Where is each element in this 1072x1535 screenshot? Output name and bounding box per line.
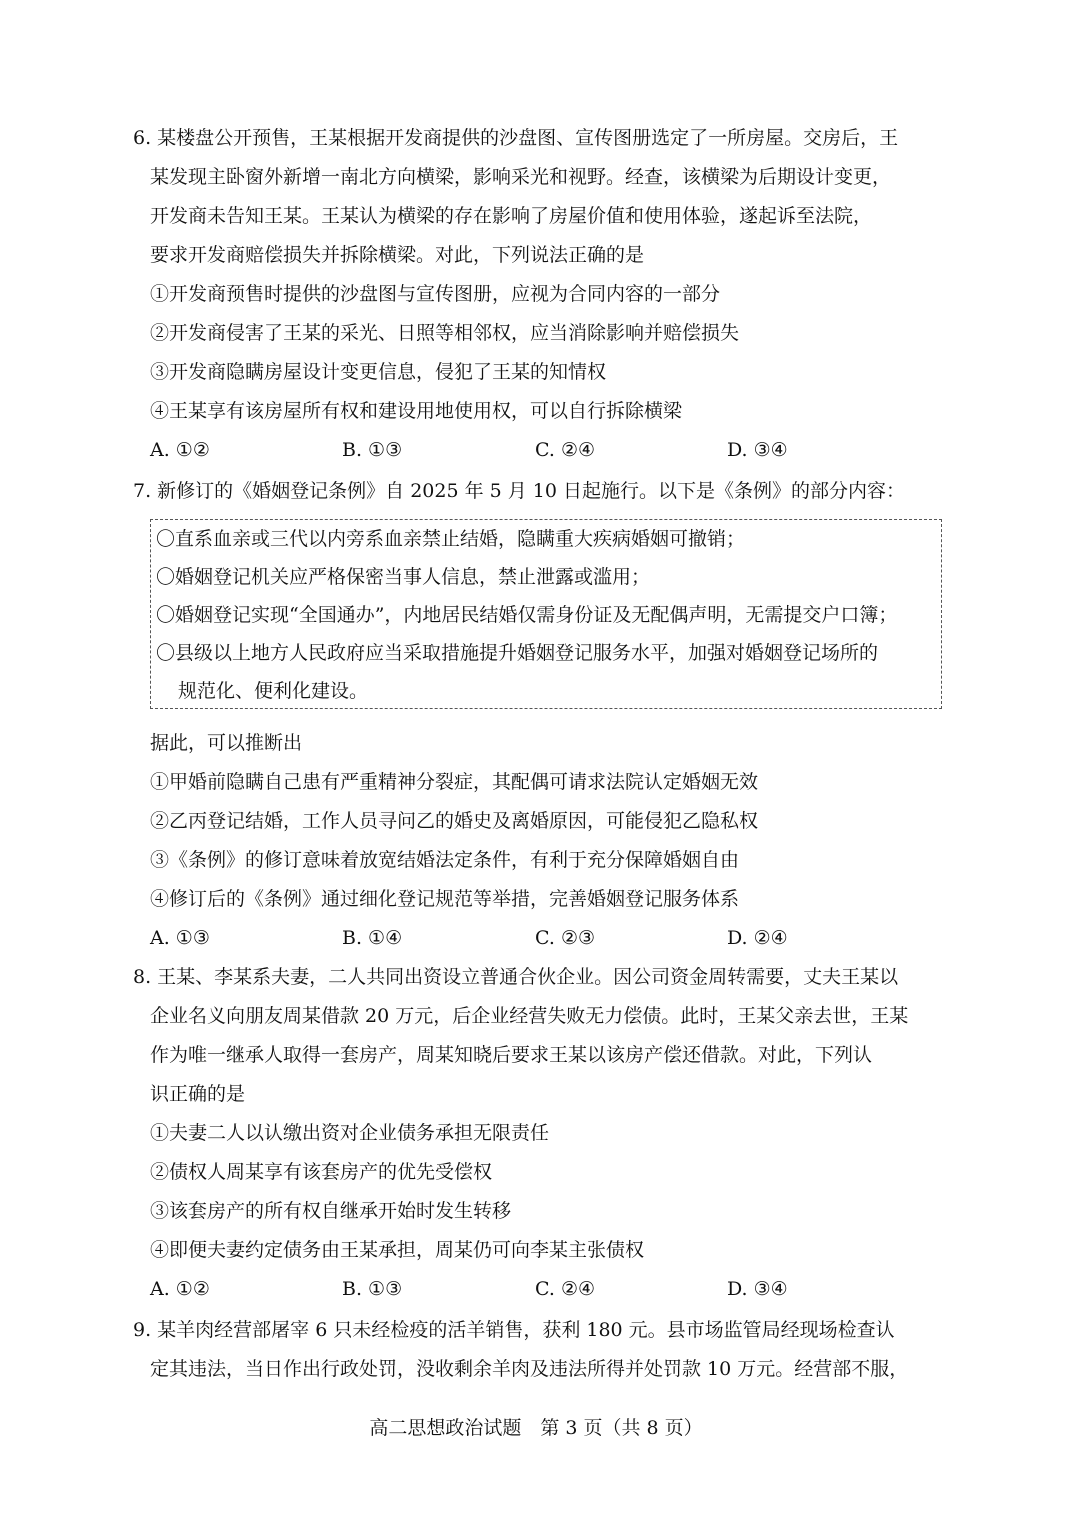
excerpt-line-5: 规范化、便利化建设。 [178, 680, 369, 702]
q8-statement-1: ①夫妻二人以认缴出资对企业债务承担无限责任 [150, 1122, 550, 1144]
q6-stem-line-4: 要求开发商赔偿损失并拆除横梁。对此，下列说法正确的是 [150, 244, 645, 266]
q6-stem-line-3: 开发商未告知王某。王某认为横梁的存在影响了房屋价值和使用体验，遂起诉至法院， [150, 205, 873, 227]
q7-option-a: A. ①③ [150, 927, 210, 949]
q9-stem-line-2: 定其违法，当日作出行政处罚，没收剩余羊肉及违法所得并处罚款 10 万元。经营部不服， [150, 1358, 909, 1380]
q6-option-b: B. ①③ [342, 439, 403, 461]
q6-statement-3: ③开发商隐瞒房屋设计变更信息，侵犯了王某的知情权 [150, 361, 607, 383]
q8-stem-line-2: 企业名义向朋友周某借款 20 万元，后企业经营失败无力偿债。此时，王某父亲去世，王某 [150, 1005, 909, 1027]
excerpt-line-1: 〇直系血亲或三代以内旁系血亲禁止结婚，隐瞒重大疾病婚姻可撤销； [156, 528, 746, 550]
q8-option-b: B. ①③ [342, 1278, 403, 1300]
q8-option-a: A. ①② [150, 1278, 210, 1300]
q7-statement-1: ①甲婚前隐瞒自己患有严重精神分裂症，其配偶可请求法院认定婚姻无效 [150, 771, 759, 793]
q7-options [150, 925, 942, 951]
q7-lead: 据此，可以推断出 [150, 732, 303, 754]
q6-stem-line-2: 某发现主卧窗外新增一南北方向横梁，影响采光和视野。经查，该横梁为后期设计变更， [150, 166, 892, 188]
q8-stem-line-1: 8. 王某、李某系夫妻，二人共同出资设立普通合伙企业。因公司资金周转需要，丈夫王某以 [133, 966, 899, 988]
q7-statement-3: ③《条例》的修订意味着放宽结婚法定条件，有利于充分保障婚姻自由 [150, 849, 740, 871]
q6-statement-1: ①开发商预售时提供的沙盘图与宣传图册，应视为合同内容的一部分 [150, 283, 721, 305]
q6-statement-4: ④王某享有该房屋所有权和建设用地使用权，可以自行拆除横梁 [150, 400, 683, 422]
q7-option-b: B. ①④ [342, 927, 403, 949]
q8-statement-4: ④即便夫妻约定债务由王某承担，周某仍可向李某主张债权 [150, 1239, 645, 1261]
q6-statement-2: ②开发商侵害了王某的采光、日照等相邻权，应当消除影响并赔偿损失 [150, 322, 740, 344]
q6-option-a: A. ①② [150, 439, 210, 461]
q6-option-d: D. ③④ [727, 439, 788, 461]
q7-statement-4: ④修订后的《条例》通过细化登记规范等举措，完善婚姻登记服务体系 [150, 888, 740, 910]
q7-option-d: D. ②④ [727, 927, 788, 949]
q7-statement-2: ②乙丙登记结婚，工作人员寻问乙的婚史及离婚原因，可能侵犯乙隐私权 [150, 810, 759, 832]
q8-stem-line-4: 识正确的是 [150, 1083, 246, 1105]
q6-stem-line-1: 6. 某楼盘公开预售，王某根据开发商提供的沙盘图、宣传图册选定了一所房屋。交房后，王 [133, 127, 899, 149]
q7-stem-line-1: 7. 新修订的《婚姻登记条例》自 2025 年 5 月 10 日起施行。以下是《条例》的部分内容： [133, 480, 906, 502]
q8-option-d: D. ③④ [727, 1278, 788, 1300]
q8-statement-2: ②债权人周某享有该套房产的优先受偿权 [150, 1161, 493, 1183]
excerpt-line-2: 〇婚姻登记机关应严格保密当事人信息，禁止泄露或滥用； [156, 566, 651, 588]
page-footer: 高二思想政治试题 第 3 页（共 8 页） [369, 1417, 703, 1439]
q8-statement-3: ③该套房产的所有权自继承开始时发生转移 [150, 1200, 512, 1222]
excerpt-line-3: 〇婚姻登记实现“全国通办”，内地居民结婚仅需身份证及无配偶声明，无需提交户口簿； [156, 604, 898, 626]
q9-stem-line-1: 9. 某羊肉经营部屠宰 6 只未经检疫的活羊销售，获利 180 元。县市场监管局经现场检查认 [133, 1319, 895, 1341]
q7-option-c: C. ②③ [535, 927, 596, 949]
q8-options [150, 1276, 942, 1302]
excerpt-line-4: 〇县级以上地方人民政府应当采取措施提升婚姻登记服务水平，加强对婚姻登记场所的 [156, 642, 879, 664]
q6-options [150, 437, 942, 463]
q8-stem-line-3: 作为唯一继承人取得一套房产，周某知晓后要求王某以该房产偿还借款。对此，下列认 [150, 1044, 873, 1066]
q6-option-c: C. ②④ [535, 439, 596, 461]
q8-option-c: C. ②④ [535, 1278, 596, 1300]
